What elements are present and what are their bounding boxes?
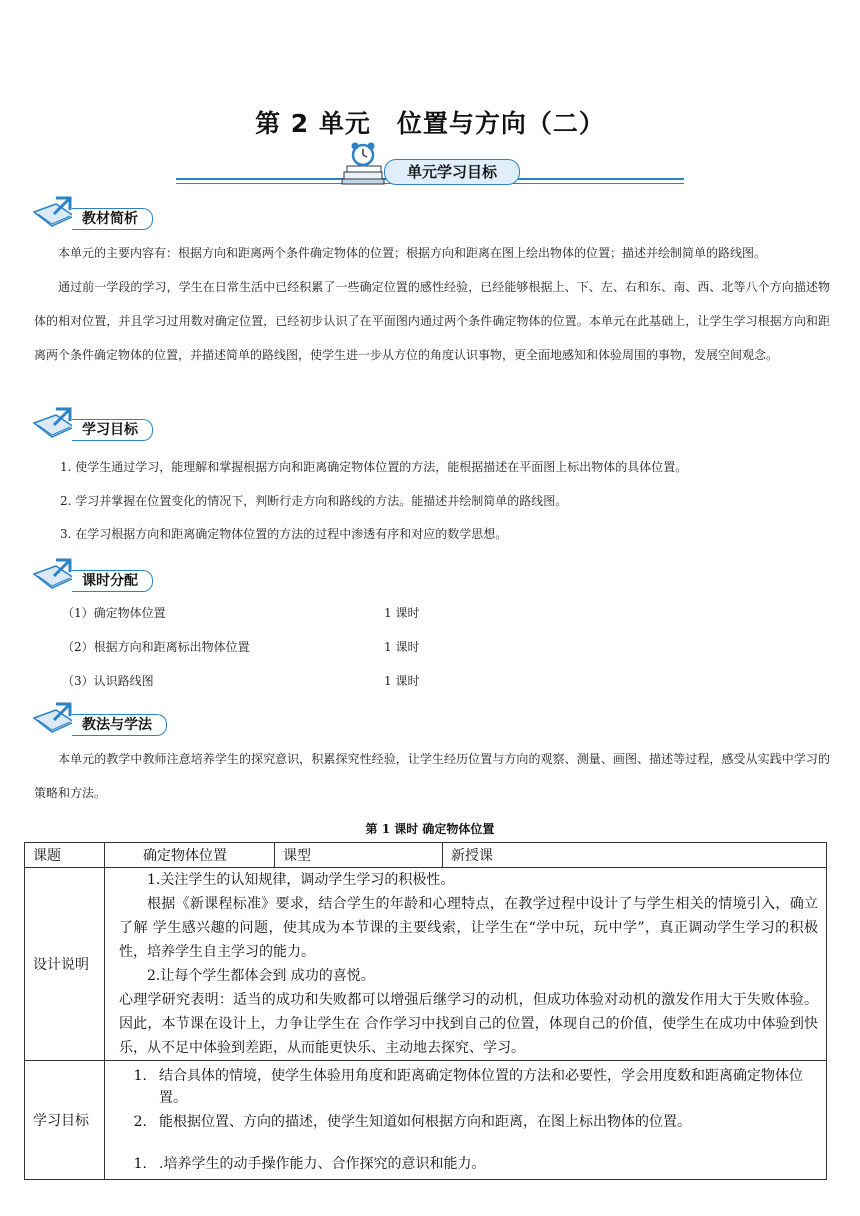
section-heading-label: 课时分配 bbox=[72, 570, 153, 592]
goal-item-3: 3. 在学习根据方向和距离确定物体位置的方法的过程中渗透有序和对应的数学思想。 bbox=[60, 527, 508, 541]
analysis-paragraph-2: 通过前一学段的学习，学生在日常生活中已经积累了一些确定位置的感性经验，已经能够根据上、下、左、右和东、南、西、北等八个方向描述物体的相对位置，并且学习过用数对确定位置，已经初步认识了在平面图内通过两个条件确定物体的位置。本单元在此基础上，让学生学习根据方向和距离两个条件确定物体的位置，并描述简单的路线图，使学生进一步从方位的角度认识事物，更全面地感知和体验周围的事物，发展空间观念。 bbox=[34, 280, 830, 362]
list-item: 1. 结合具体的情境，使学生体验用角度和距离确定物体位置的方法和必要性，学会用度数和距离确定物体位置。 bbox=[133, 1068, 803, 1106]
analysis-paragraph-1: 本单元的主要内容有：根据方向和距离两个条件确定物体的位置；根据方向和距离在图上绘出物体的位置；描述并绘制简单的路线图。 bbox=[58, 246, 767, 260]
table-row bbox=[25, 843, 827, 868]
schedule-item-hours: 1 课时 bbox=[384, 640, 420, 654]
open-book-arrow-icon bbox=[30, 196, 78, 232]
schedule-item-name: （2）根据方向和距离标出物体位置 bbox=[62, 640, 250, 654]
table-cell: 学习目标 bbox=[25, 1061, 105, 1180]
open-book-arrow-icon bbox=[30, 407, 78, 443]
list-item: 1. .培养学生的动手操作能力、合作探究的意识和能力。 bbox=[133, 1156, 486, 1172]
design-line: 根据《新课程标准》要求，结合学生的年龄和心理特点，在教学过程中设计了与学生相关的情境引入，确立了解 学生感兴趣的问题，使其成为本节课的主要线索，让学生在“学中玩，玩中学”，真正调动学生学习的积极性，培养学生自主学习的能力。 bbox=[119, 896, 818, 960]
design-description bbox=[105, 868, 827, 1061]
objectives-list bbox=[105, 1061, 827, 1180]
section-heading-methods bbox=[30, 702, 180, 738]
section-heading-label: 学习目标 bbox=[72, 419, 153, 441]
list-item: 2. 能根据位置、方向的描述，使学生知道如何根据方向和距离，在图上标出物体的位置。 bbox=[133, 1114, 691, 1130]
section-heading-schedule bbox=[30, 558, 170, 594]
open-book-arrow-icon bbox=[30, 558, 78, 594]
schedule-item-hours: 1 课时 bbox=[384, 606, 420, 620]
goal-item-1: 1. 使学生通过学习，能理解和掌握根据方向和距离确定物体位置的方法，能根据描述在平面图上标出物体的具体位置。 bbox=[60, 460, 688, 474]
section-heading-label: 教法与学法 bbox=[72, 714, 167, 736]
design-line: 心理学研究表明：适当的成功和失败都可以增强后继学习的动机，但成功体验对动机的激发作用大于失败体验。因此，本节课在设计上，力争让学生在 合作学习中找到自己的位置，体现自己的价值，使学生在成功中体验到快乐，从不足中体验到差距，从而能更快乐、主动地去探究、学习。 bbox=[119, 992, 818, 1056]
open-book-arrow-icon bbox=[30, 702, 78, 738]
schedule-item-hours: 1 课时 bbox=[384, 674, 420, 688]
goal-item-2: 2. 学习并掌握在位置变化的情况下，判断行走方向和路线的方法。能描述并绘制简单的路线图。 bbox=[60, 494, 568, 508]
schedule-item-name: （3）认识路线图 bbox=[62, 674, 154, 688]
lesson-plan-table bbox=[24, 842, 827, 1180]
methods-paragraph: 本单元的教学中教师注意培养学生的探究意识，积累探究性经验，让学生经历位置与方向的观察、测量、画图、描述等过程，感受从实践中学习的策略和方法。 bbox=[34, 752, 830, 800]
design-line: 1.关注学生的认知规律，调动学生学习的积极性。 bbox=[147, 872, 455, 888]
schedule-item-name: （1）确定物体位置 bbox=[62, 606, 166, 620]
section-heading-label: 教材简析 bbox=[72, 208, 153, 230]
table-row bbox=[25, 868, 827, 1061]
unit-goals-banner: 单元学习目标 bbox=[384, 159, 520, 185]
table-cell: 新授课 bbox=[443, 843, 827, 868]
table-cell: 课题 bbox=[25, 843, 105, 868]
lesson-title: 第 1 课时 确定物体位置 bbox=[365, 822, 495, 836]
section-heading-analysis bbox=[30, 196, 170, 232]
table-cell: 确定物体位置 bbox=[105, 843, 275, 868]
table-cell: 设计说明 bbox=[25, 868, 105, 1061]
table-cell: 课型 bbox=[275, 843, 443, 868]
section-heading-goals bbox=[30, 407, 170, 443]
books-alarm-clock-icon bbox=[340, 142, 386, 186]
design-line: 2.让每个学生都体会到 成功的喜悦。 bbox=[147, 968, 375, 984]
page-title: 第 2 单元 位置与方向（二） bbox=[255, 109, 605, 138]
table-row bbox=[25, 1061, 827, 1180]
